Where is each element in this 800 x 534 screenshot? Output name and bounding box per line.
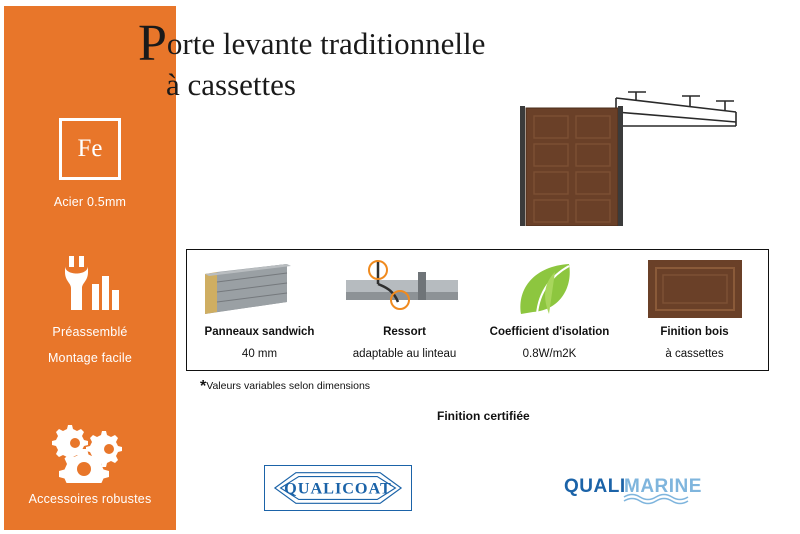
- sandwich-panel-image: [187, 258, 332, 320]
- feature-cell-panneaux: [187, 250, 332, 370]
- title-line2: à cassettes: [166, 67, 296, 102]
- feature-title: Panneaux sandwich: [204, 326, 315, 338]
- green-leaf-icon: [477, 258, 622, 320]
- qualimarine-wordmark-part1: QUALI: [564, 476, 626, 497]
- tools-icon: [57, 254, 123, 312]
- wood-finish-swatch: [622, 258, 767, 320]
- footnote-star: *: [200, 378, 207, 395]
- sidebar-item-label: Accessoires robustes: [28, 492, 152, 506]
- material-badge: [59, 118, 121, 180]
- feature-sub: adaptable au linteau: [352, 348, 457, 360]
- certified-label: Finition certifiée: [437, 409, 530, 423]
- sidebar-item-accessoires: [4, 491, 176, 508]
- sidebar-item-label: Acier 0.5mm: [53, 195, 127, 209]
- qualicoat-wordmark: QUALICOAT: [284, 479, 392, 498]
- feature-cell-finition: [622, 250, 767, 370]
- feature-cell-ressort: [332, 250, 477, 370]
- title-drop-cap: P: [138, 15, 167, 72]
- feature-sub: à cassettes: [665, 348, 724, 360]
- qualimarine-logo: [562, 470, 708, 506]
- feature-sub: 40 mm: [241, 348, 278, 360]
- feature-title: Coefficient d'isolation: [489, 326, 610, 338]
- qualimarine-wordmark-part2: MARINE: [624, 476, 702, 497]
- sidebar-item-montage: [4, 350, 176, 367]
- sidebar-item-label: Préassemblé: [52, 325, 128, 339]
- feature-box: [186, 249, 769, 371]
- title-line1: orte levante traditionnelle: [166, 26, 486, 61]
- material-symbol: Fe: [77, 135, 103, 162]
- garage-door-illustration: [510, 86, 740, 226]
- spring-mechanism-image: [332, 258, 477, 320]
- footnote: [200, 378, 370, 396]
- feature-title: Finition bois: [660, 326, 729, 338]
- feature-title: Ressort: [383, 326, 426, 338]
- sidebar-item-preassemble: [4, 324, 176, 341]
- gears-icon: [52, 421, 128, 483]
- sidebar-item-label: Montage facile: [47, 351, 133, 365]
- feature-sub: 0.8W/m2K: [522, 348, 577, 360]
- qualicoat-logo: [264, 465, 412, 511]
- footnote-text: Valeurs variables selon dimensions: [206, 380, 371, 392]
- feature-cell-isolation: [477, 250, 622, 370]
- sidebar-item-acier: [4, 194, 176, 211]
